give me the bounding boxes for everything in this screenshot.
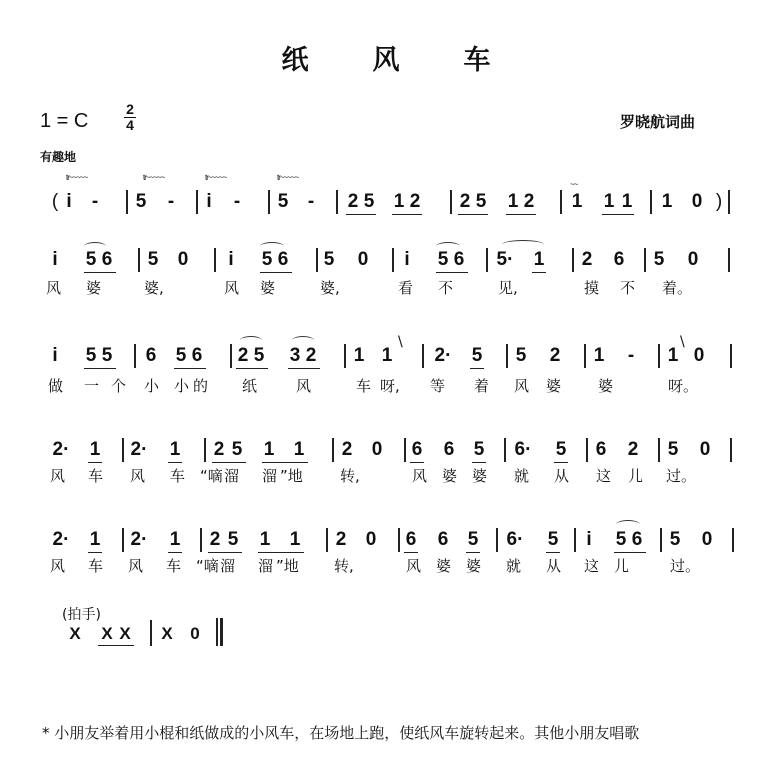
lyric: 车 [356, 377, 372, 395]
lyric: 风 [412, 467, 428, 485]
lyric: 风 [514, 377, 530, 395]
lyric: 婆 [436, 557, 452, 575]
note: 2 [341, 439, 353, 460]
barline [332, 438, 334, 462]
note: 6 [443, 439, 455, 460]
lyric: 车 [170, 467, 186, 485]
note: i [52, 249, 58, 270]
note: 1 [393, 191, 405, 212]
lyric: 儿 [614, 557, 630, 575]
underline [288, 368, 320, 369]
note: 5 [135, 191, 147, 212]
clap-note: X [101, 624, 113, 643]
underline [546, 552, 560, 553]
paren-close: ) [715, 191, 723, 212]
barline [504, 438, 506, 462]
note: 2 [335, 529, 347, 550]
lyric: 车 [88, 557, 104, 575]
barline [506, 344, 508, 368]
time-sig-top: 2 [126, 101, 134, 117]
lyric: 溜 [262, 467, 278, 485]
barline [134, 344, 136, 368]
barline [230, 344, 232, 368]
note: 6 [277, 249, 289, 270]
lyric: 婆, [144, 279, 164, 297]
note: - [167, 191, 175, 212]
melody-line-1 [40, 240, 740, 297]
lyric: 不 [620, 279, 636, 297]
lyric: 风 [46, 279, 62, 297]
barline [572, 248, 574, 272]
note: 0 [693, 345, 705, 366]
breath-mark: \ [680, 334, 685, 350]
underline [602, 214, 634, 215]
note: 5 [323, 249, 335, 270]
breath-mark: \ [398, 334, 403, 350]
barline [650, 190, 652, 214]
note: 1 [381, 345, 393, 366]
barline [732, 528, 734, 552]
barline [730, 438, 732, 462]
lyric: 纸 [242, 377, 258, 395]
lyric: 婆, [320, 279, 340, 297]
lyric: 一个 [84, 377, 139, 395]
note: 5 [515, 345, 527, 366]
note: 1 [89, 529, 101, 550]
time-signature [124, 102, 136, 133]
underline [88, 462, 102, 463]
barline [392, 248, 394, 272]
note: 2 [549, 345, 561, 366]
underline [84, 368, 116, 369]
lyric: 婆 [86, 279, 102, 297]
note: 5 [437, 249, 449, 270]
lyric: 就 [514, 467, 530, 485]
barline [486, 248, 488, 272]
note: 1 [667, 345, 679, 366]
note: 2 [459, 191, 471, 212]
underline [346, 214, 376, 215]
barline [344, 344, 346, 368]
note: i [228, 249, 234, 270]
note: 5 [227, 529, 239, 550]
note: 1 [89, 439, 101, 460]
note: 5 [547, 529, 559, 550]
barline [658, 438, 660, 462]
note: 1 [507, 191, 519, 212]
note: 1 [353, 345, 365, 366]
note: 5 [555, 439, 567, 460]
note: 1 [263, 439, 275, 460]
note: 2· [130, 529, 148, 550]
barline [336, 190, 338, 214]
clap-label: (拍手) [62, 607, 101, 623]
lyric: 过。 [666, 467, 697, 485]
note: 0 [691, 191, 703, 212]
barline [150, 620, 152, 646]
note: 2 [627, 439, 639, 460]
lyric: 这 [596, 467, 612, 485]
note: 5 [363, 191, 375, 212]
barline [398, 528, 400, 552]
lyric: 见, [498, 279, 518, 297]
slur [292, 336, 314, 345]
slur [240, 336, 262, 345]
lyric: 风 [50, 467, 66, 485]
lyric: 车 [166, 557, 182, 575]
lyric: 溜 [220, 557, 236, 575]
lyric: 着 [474, 377, 490, 395]
note: 2 [523, 191, 535, 212]
lyric: 风 [296, 377, 312, 395]
note: i [586, 529, 592, 550]
underline [208, 552, 242, 553]
note: 5 [475, 191, 487, 212]
note: 1 [571, 191, 583, 212]
lyric: 儿 [628, 467, 644, 485]
note: 6 [453, 249, 465, 270]
note: 2 [305, 345, 317, 366]
underline [404, 552, 418, 553]
note: 5 [653, 249, 665, 270]
lyric: 过。 [670, 557, 701, 575]
note: 5 [471, 345, 483, 366]
barline [728, 190, 730, 214]
note: 5 [147, 249, 159, 270]
clap-rhythm [40, 618, 740, 658]
lyric: 看 [398, 279, 414, 297]
note: - [91, 191, 99, 212]
barline [660, 528, 662, 552]
note: 6 [613, 249, 625, 270]
note: 2· [434, 345, 452, 366]
note: i [66, 191, 72, 212]
clap-note: X [161, 624, 173, 643]
note: 2· [52, 529, 70, 550]
underline [84, 272, 116, 273]
note: 5 [253, 345, 265, 366]
lyric: ”地 [276, 557, 299, 575]
lyric: 婆 [472, 467, 488, 485]
underline [472, 462, 486, 463]
slur [502, 240, 544, 249]
note: 0 [365, 529, 377, 550]
lyric: 这 [584, 557, 600, 575]
trill-mark: tr~~~~~ [277, 173, 299, 182]
lyric: 车 [88, 467, 104, 485]
note: 6· [514, 439, 532, 460]
note: 5 [667, 439, 679, 460]
underline [392, 214, 422, 215]
lyric: 风 [128, 557, 144, 575]
key-signature: 1 = C [40, 110, 89, 132]
lyric: 呀, [380, 377, 400, 395]
note: 6 [595, 439, 607, 460]
underline [88, 552, 102, 553]
barline [126, 190, 128, 214]
clap-note: X [119, 624, 131, 643]
note: 2 [209, 529, 221, 550]
note: 1 [593, 345, 605, 366]
note: 0 [371, 439, 383, 460]
lyric: 风 [224, 279, 240, 297]
note: 0 [687, 249, 699, 270]
note: 1 [661, 191, 673, 212]
lyric: 等 [430, 377, 446, 395]
note: 2· [52, 439, 70, 460]
note: 1 [603, 191, 615, 212]
underline [258, 552, 304, 553]
note: 6 [101, 249, 113, 270]
note: 5 [85, 345, 97, 366]
composer-credit: 罗晓航词曲 [620, 113, 696, 131]
note: 5· [496, 249, 514, 270]
lyric: 着。 [662, 279, 693, 297]
note: 0 [701, 529, 713, 550]
barline [584, 344, 586, 368]
barline [200, 528, 202, 552]
barline [574, 528, 576, 552]
note: - [233, 191, 241, 212]
lyric: 溜 [258, 557, 274, 575]
trill-mark: tr~~~~~ [143, 173, 165, 182]
melody-line-4 [40, 520, 740, 575]
note: 6· [506, 529, 524, 550]
underline [410, 462, 424, 463]
note: 2 [581, 249, 593, 270]
barline [122, 438, 124, 462]
note: - [307, 191, 315, 212]
underline [236, 368, 268, 369]
lyric: 就 [506, 557, 522, 575]
song-title [0, 38, 772, 77]
lyric: 小 [144, 377, 160, 395]
trill-mark: tr~~~~~ [205, 173, 227, 182]
note: 1 [621, 191, 633, 212]
lyric: 转, [340, 467, 360, 485]
note: 2 [347, 191, 359, 212]
barline [450, 190, 452, 214]
barline [122, 528, 124, 552]
note: 6 [411, 439, 423, 460]
note: 5 [175, 345, 187, 366]
note: 6 [191, 345, 203, 366]
tempo-marking: 有趣地 [40, 150, 77, 164]
barline [658, 344, 660, 368]
underline [436, 272, 468, 273]
underline [614, 552, 646, 553]
lyric: 溜 [224, 467, 240, 485]
barline [196, 190, 198, 214]
note: 6 [405, 529, 417, 550]
lyric: 婆 [260, 279, 276, 297]
note: 2 [237, 345, 249, 366]
note: 2 [213, 439, 225, 460]
melody-line-2 [40, 334, 740, 395]
lyric: 呀。 [668, 377, 699, 395]
title-char: 风 [372, 45, 400, 76]
underline [554, 462, 568, 463]
lyric: 婆 [466, 557, 482, 575]
underline [212, 462, 246, 463]
note: 5 [615, 529, 627, 550]
note: i [206, 191, 212, 212]
mordent-mark: ~~ [570, 180, 578, 189]
barline [268, 190, 270, 214]
final-barline-thick [220, 618, 223, 646]
lyric: 风 [130, 467, 146, 485]
barline [586, 438, 588, 462]
underline [466, 552, 480, 553]
note: 2 [409, 191, 421, 212]
underline [174, 368, 206, 369]
note: i [52, 345, 58, 366]
note: 5 [261, 249, 273, 270]
lyric: 从 [546, 557, 562, 575]
underline [168, 462, 182, 463]
clap-note: X [69, 624, 81, 643]
footnote: * 小朋友举着用小棍和纸做成的小风车，在场地上跑，使纸风车旋转起来。其他小朋友唱歌 [42, 724, 640, 742]
note: 2· [130, 439, 148, 460]
barline [204, 438, 206, 462]
paren-open: ( [51, 191, 59, 212]
note: 5 [467, 529, 479, 550]
lyric: 从 [554, 467, 570, 485]
note: 5 [101, 345, 113, 366]
trill-mark: tr~~~~~ [66, 173, 88, 182]
lyric: ”地 [280, 467, 303, 485]
note: 1 [169, 439, 181, 460]
barline [560, 190, 562, 214]
slur [616, 520, 640, 529]
note: 5 [473, 439, 485, 460]
barline [326, 528, 328, 552]
note: 0 [177, 249, 189, 270]
barline [214, 248, 216, 272]
underline [260, 272, 292, 273]
lyric: 摸 [584, 279, 600, 297]
title-char: 车 [463, 45, 491, 76]
barline [404, 438, 406, 462]
note: - [627, 345, 635, 366]
note: 1 [169, 529, 181, 550]
underline [458, 214, 488, 215]
melody-line-3 [40, 430, 740, 485]
note: 1 [293, 439, 305, 460]
intro-line [40, 170, 740, 210]
lyric: 婆 [442, 467, 458, 485]
barline [138, 248, 140, 272]
underline [506, 214, 536, 215]
note: 5 [231, 439, 243, 460]
barline [644, 248, 646, 272]
note: 1 [289, 529, 301, 550]
lyric: “嘀 [200, 467, 223, 485]
underline [262, 462, 308, 463]
lyric: 风 [406, 557, 422, 575]
note: 0 [357, 249, 369, 270]
lyric: 小的 [174, 377, 213, 395]
lyric: 风 [50, 557, 66, 575]
note: 5 [85, 249, 97, 270]
lyric: 婆 [598, 377, 614, 395]
note: i [404, 249, 410, 270]
note: 0 [699, 439, 711, 460]
barline [730, 344, 732, 368]
lyric: 转, [334, 557, 354, 575]
note: 3 [289, 345, 301, 366]
lyric: 婆 [546, 377, 562, 395]
note: 5 [669, 529, 681, 550]
barline [496, 528, 498, 552]
barline [316, 248, 318, 272]
note: 1 [533, 249, 545, 270]
underline [470, 368, 484, 369]
underline [168, 552, 182, 553]
final-barline-thin [216, 618, 218, 646]
lyric: “嘀 [196, 557, 219, 575]
underline [98, 645, 134, 646]
barline [422, 344, 424, 368]
clap-note: 0 [190, 624, 200, 643]
note: 6 [145, 345, 157, 366]
note: 6 [437, 529, 449, 550]
underline [532, 272, 546, 273]
note: 5 [277, 191, 289, 212]
lyric: 不 [438, 279, 454, 297]
time-sig-bottom: 4 [126, 117, 134, 133]
title-char: 纸 [281, 45, 309, 76]
note: 6 [631, 529, 643, 550]
lyric: 做 [48, 377, 64, 395]
barline [728, 248, 730, 272]
note: 1 [259, 529, 271, 550]
